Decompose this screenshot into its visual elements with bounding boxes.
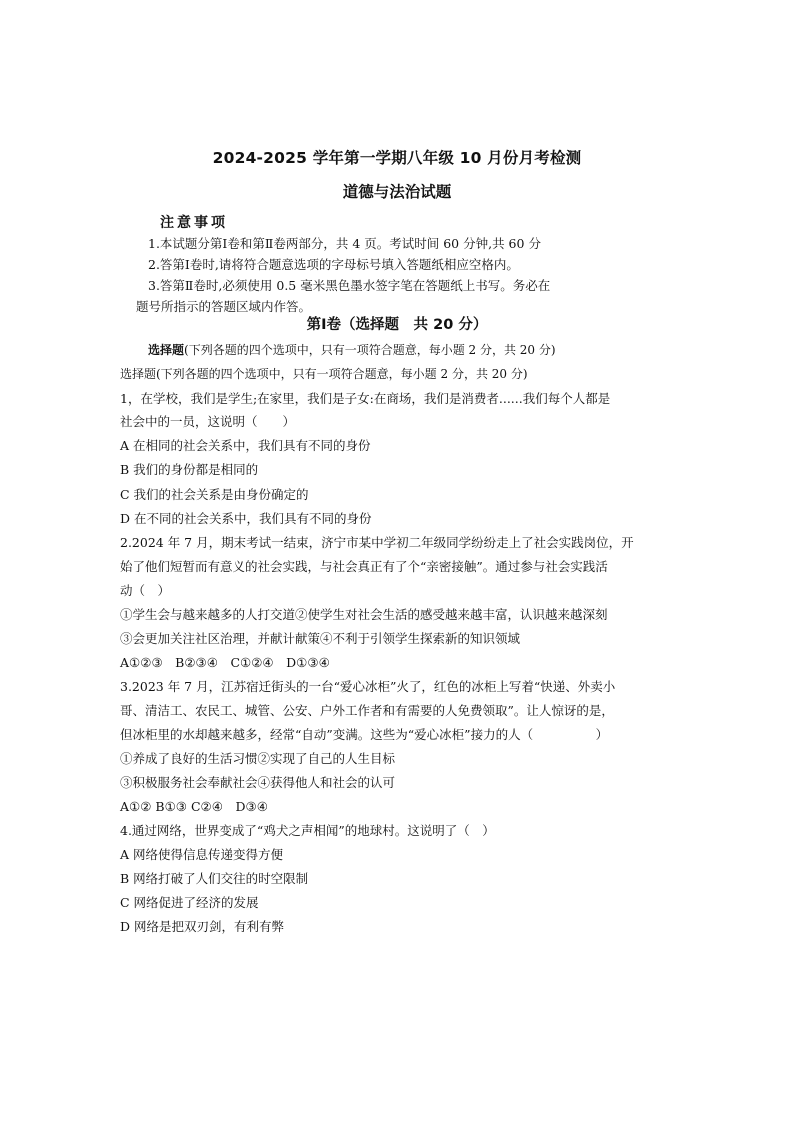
q2-statement-line-2: ③会更加关注社区治理，并献计献策④不利于引领学生探索新的知识领域 [120,631,521,646]
exam-title: 2024-2025 学年第一学期八年级 10 月份月考检测 [212,149,582,167]
notice-item-3: 3.答第Ⅱ卷时,必须使用 0.5 毫米黑色墨水签字笔在答题纸上书写。务必在 [148,278,551,293]
section-instruction-repeat: 选择题(下列各题的四个选项中，只有一项符合题意，每小题 2 分，共 20 分) [120,367,528,381]
instruction-rest: (下列各题的四个选项中，只有一项符合题意，每小题 2 分，共 20 分) [184,343,556,357]
q1-option-c: C 我们的社会关系是由身份确定的 [120,487,309,502]
q3-stem-line-1: 3.2023 年 7 月，江苏宿迁街头的一台“爱心冰柜”火了，红色的冰柜上写着“快递、外卖小 [120,679,616,694]
instruction-bold: 选择题 [148,343,185,357]
q3-statement-line-2: ③积极服务社会奉献社会④获得他人和社会的认可 [120,775,396,790]
q3-stem-line-2: 哥、清洁工、农民工、城管、公安、户外工作者和有需要的人免费领取”。让人惊讶的是， [120,703,614,718]
q3-statement-line-1: ①养成了良好的生活习惯②实现了自己的人生目标 [120,751,396,766]
q3-stem-line-3: 但冰柜里的水却越来越多，经常“自动”变满。这些为“爱心冰柜”接力的人（ ） [120,727,609,742]
notice-heading: 注意事项 [160,215,228,231]
q1-option-a: A 在相同的社会关系中，我们具有不同的身份 [120,438,371,453]
exam-subject-title: 道德与法治试题 [342,183,452,201]
q4-option-b: B 网络打破了人们交往的时空限制 [120,871,309,886]
notice-item-2: 2.答第Ⅰ卷时,请将符合题意选项的字母标号填入答题纸相应空格内。 [148,257,519,272]
q1-option-d: D 在不同的社会关系中，我们具有不同的身份 [120,511,372,526]
q1-option-b: B 我们的身份都是相同的 [120,462,259,477]
q2-stem-line-1: 2.2024 年 7 月，期末考试一结束，济宁市某中学初二年级同学纷纷走上了社会实践岗位，开 [120,535,634,550]
q2-stem-line-2: 始了他们短暂而有意义的社会实践，与社会真正有了个“亲密接触”。通过参与社会实践活 [120,559,608,574]
q2-stem-line-3: 动（ ） [120,583,171,598]
q1-stem-line-2: 社会中的一员，这说明（ ） [120,414,296,429]
notice-item-1: 1.本试题分第Ⅰ卷和第Ⅱ卷两部分，共 4 页。考试时间 60 分钟,共 60 分 [148,236,541,251]
q4-option-a: A 网络使得信息传递变得方便 [120,847,284,862]
q4-option-c: C 网络促进了经济的发展 [120,895,259,910]
q1-stem-line-1: 1，在学校，我们是学生;在家里，我们是子女:在商场，我们是消费者......我们每个人都是 [120,391,611,406]
q2-choices: A①②③ B②③④ C①②④ D①③④ [120,655,330,670]
q2-statement-line-1: ①学生会与越来越多的人打交道②使学生对社会生活的感受越来越丰富，认识越来越深刻 [120,607,608,622]
section-heading: 第Ⅰ卷（选择题 共 20 分） [306,317,488,333]
q3-choices: A①② B①③ C②④ D③④ [120,799,268,814]
q4-stem: 4.通过网络，世界变成了“鸡犬之声相闻”的地球村。这说明了（ ） [120,823,495,838]
section-instruction [148,341,708,358]
notice-item-3-cont: 题号所指示的答题区域内作答。 [136,299,312,314]
q4-option-d: D 网络是把双刃剑，有利有弊 [120,919,284,934]
